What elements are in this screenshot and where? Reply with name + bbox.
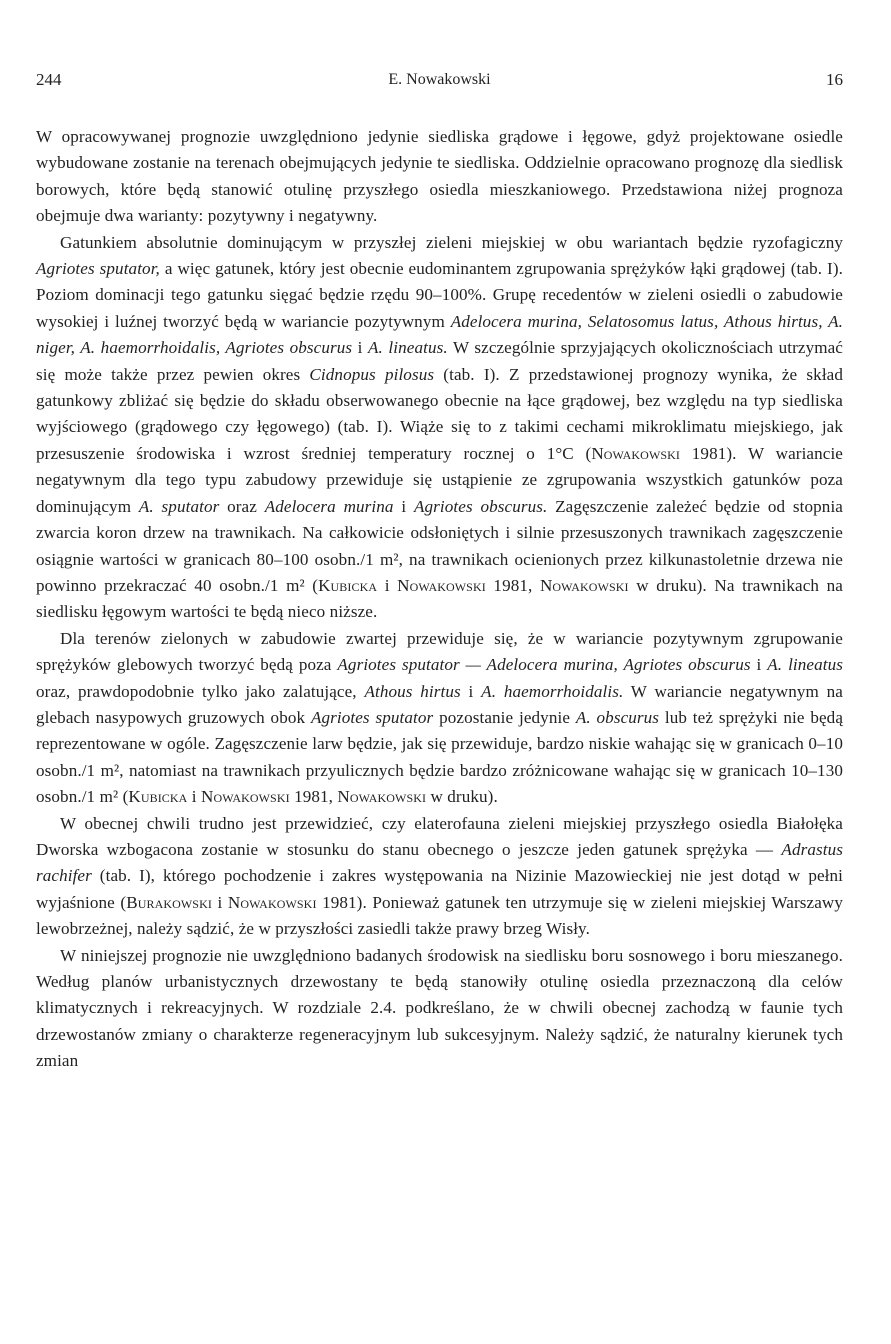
text-run: i <box>211 892 228 912</box>
paragraph <box>36 124 843 230</box>
text-run: i <box>750 655 768 675</box>
author-citation: Burakowski <box>126 892 212 912</box>
text-run: w druku). Na trawnikach na siedlisku łęgowym wartości te będą nieco niższe. <box>36 575 843 622</box>
text-run: i <box>377 575 398 595</box>
text-run: i <box>393 496 414 516</box>
author-citation: Kubicka <box>128 787 188 807</box>
author-citation: Nowakowski <box>201 787 290 807</box>
paragraph <box>36 811 843 943</box>
species-name: Agriotes obscurus. <box>413 496 548 516</box>
species-name: A. lineatus <box>767 655 843 675</box>
chapter-number: 16 <box>826 70 843 89</box>
species-name: A. sputator <box>138 496 220 516</box>
author-citation: Nowakowski <box>397 575 486 595</box>
author-citation: Nowakowski <box>539 575 629 595</box>
text-run: Zagęszczenie zależeć będzie od stopnia zwarcia koron drzew na trawnikach. Na całkowicie odsłoniętych i silnie przesuszonych trawnikach zagęszczenie osiągnie wartości w granicach 80–100 osobn./1 m², na trawnikach ocienionych przez kilkunastoletnie drzewa nie powinno przekraczać 40 osobn./1 m² ( <box>36 496 843 595</box>
species-name: A. haemorrhoidalis. <box>481 681 624 701</box>
text-run: pozostanie jedynie <box>433 707 576 727</box>
paragraph <box>36 230 843 626</box>
species-name: Adelocera murina <box>264 496 394 516</box>
text-run: W obecnej chwili trudno jest przewidzieć, czy elaterofauna zieleni miejskiej przyszłego osiedla Białołęka Dworska wzbogacona zostanie w stosunku do stanu obecnego o jeszcze jeden gatunek sprężyka — <box>36 813 843 859</box>
species-name: A. lineatus. <box>368 338 448 358</box>
text-run: i <box>460 681 482 701</box>
species-name: Agriotes sputator, <box>36 259 160 279</box>
text-run: W wariancie negatywnym na glebach nasypowych gruzowych obok <box>36 681 843 727</box>
text-run: 1981, <box>485 575 540 595</box>
paragraph <box>36 943 843 1075</box>
text-run: oraz, prawdopodobnie tylko jako zalatujące, <box>36 681 365 701</box>
text-run: i <box>187 787 202 807</box>
species-name: Cidnopus pilosus <box>309 364 435 384</box>
body-text <box>36 124 843 1075</box>
author-citation: Nowakowski <box>227 892 317 912</box>
running-author: E. Nowakowski <box>388 71 491 88</box>
text-run: w druku). <box>426 787 498 807</box>
text-run: lub też sprężyki nie będą reprezentowane w ogóle. Zagęszczenie larw będzie, jak się przewiduje, bardzo niskie wahając się w granicach 0–10 osobn./1 m², natomiast na trawnikach przyulicznych będzie bardzo zróżnicowane wahając się w granicach 10–130 osobn./1 m² ( <box>36 707 844 807</box>
paragraph <box>36 626 843 811</box>
species-name: Agriotes sputator — Adelocera murina, Agriotes obscurus <box>337 655 751 675</box>
text-run: Gatunkiem absolutnie dominującym w przyszłej zieleni miejskiej w obu wariantach będzie ryzofagiczny <box>60 232 843 252</box>
species-name: Adrastus rachifer <box>36 839 843 886</box>
author-citation: Nowakowski <box>337 787 427 807</box>
text-run: 1981, <box>289 787 338 807</box>
text-run: (tab. I). Z przedstawionej prognozy wynika, że skład gatunkowy zbliżać się będzie do składu obserwowanego obecnie na łące grądowej, bez względu na typ siedliska wyjściowego (grądowego czy łęgowego) (tab. I). Wiąże się to z takimi cechami mikroklimatu miejskiego, jak przesuszenie środowiska i wzrost średniej temperatury rocznej o 1°C ( <box>36 364 843 463</box>
author-citation: Kubicka <box>318 575 378 595</box>
text-run: 1981). W wariancie negatywnym dla tego typu zabudowy przewiduje się ustąpienie ze zgrupowania wszystkich gatunków poza dominującym <box>36 443 843 516</box>
text-run: (tab. I), którego pochodzenie i zakres występowania na Nizinie Mazowieckiej nie jest dotąd w pełni wyjaśnione ( <box>36 866 843 912</box>
text-run: oraz <box>219 496 265 516</box>
species-name: A. obscurus <box>575 707 660 727</box>
species-name: Agriotes sputator <box>310 707 434 727</box>
text-run: i <box>352 338 369 358</box>
species-name: Athous hirtus <box>364 681 461 701</box>
author-citation: Nowakowski <box>591 443 681 463</box>
text-run: W szczególnie sprzyjających okolicznościach utrzymać się może także przez pewien okres <box>36 338 843 384</box>
text-run: W opracowywanej prognozie uwzględniono jedynie siedliska grądowe i łęgowe, gdyż projektowane osiedle wybudowane zostanie na terenach obejmujących jedynie te siedliska. Oddzielnie opracowano prognozę dla siedlisk borowych, które będą stanowić otulinę przyszłego osiedla mieszkaniowego. Przedstawiona niżej prognoza obejmuje dwa warianty: pozytywny i negatywny. <box>36 127 843 226</box>
text-run: 1981). Ponieważ gatunek ten utrzymuje się w zieleni miejskiej Warszawy lewobrzeżnej, należy sądzić, że w przyszłości zasiedli także prawy brzeg Wisły. <box>36 892 843 939</box>
text-run: a więc gatunek, który jest obecnie eudominantem zgrupowania sprężyków łąki grądowej (tab. I). Poziom dominacji tego gatunku sięgać będzie rzędu 90–100%. Grupę recedentów w zieleni osiedli o zabudowie wysokiej i luźnej tworzyć będą w wariancie pozytywnym <box>36 259 843 331</box>
page-number: 244 <box>36 70 62 89</box>
text-run: W niniejszej prognozie nie uwzględniono badanych środowisk na siedlisku boru sosnowego i boru mieszanego. Według planów urbanistycznych drzewostany te będą stanowiły otulinę osiedla przeznaczoną dla celów klimatycznych i rekreacyjnych. W rozdziale 2.4. podkreślano, że w chwili obecnej zachodzą w faunie tych drzewostanów zmiany o charakterze regeneracyjnym lub sukcesyjnym. Należy sądzić, że naturalny kierunek tych zmian <box>36 945 843 1071</box>
running-header <box>36 68 843 92</box>
text-run: Dla terenów zielonych w zabudowie zwartej przewiduje się, że w wariancie pozytywnym zgrupowanie sprężyków glebowych tworzyć będą poza <box>36 628 843 675</box>
species-name: Adelocera murina, Selatosomus latus, Athous hirtus, A. niger, A. haemorrhoidalis, Agriotes obscurus <box>36 311 843 358</box>
